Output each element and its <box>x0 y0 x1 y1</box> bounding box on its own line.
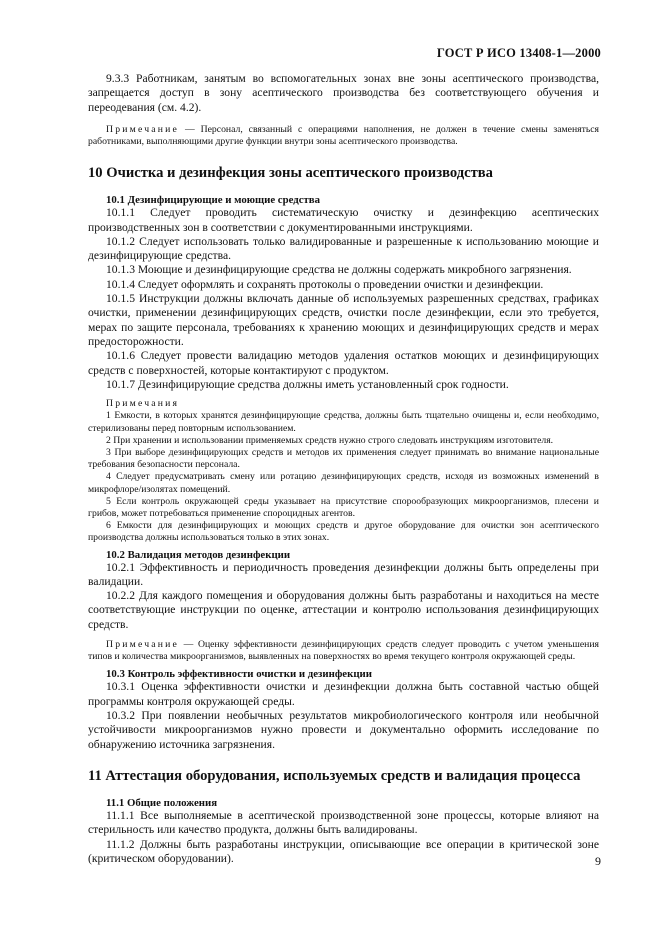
page-content <box>88 72 599 866</box>
note-10-1-item-3: 3 При выборе дезинфицирующих средств и методов их применения следует принимать во внимание национальные требования безопасности персонала. <box>88 446 599 471</box>
paragraph-10-3-1: 10.3.1 Оценка эффективности очистки и дезинфекции должна быть составной частью общей программы контроля окружающей среды. <box>88 680 599 708</box>
paragraph-10-1-6: 10.1.6 Следует провести валидацию методов удаления остатков моющих и дезинфицирующих средств с поверхностей, которые контактируют с продуктом. <box>88 349 599 377</box>
note-10-1-item-2: 2 При хранении и использовании применяемых средств нужно строго следовать инструкциям изготовителя. <box>106 434 554 446</box>
paragraph-10-1-7: 10.1.7 Дезинфицирующие средства должны иметь установленный срок годности. <box>106 377 509 391</box>
paragraph-11-1-2: 11.1.2 Должны быть разработаны инструкции, описывающие все операции в критической зоне (критическом оборудовании). <box>88 837 599 865</box>
paragraph-10-1-3: 10.1.3 Моющие и дезинфицирующие средства не должны содержать микробного загрязнения. <box>106 263 572 277</box>
paragraph-10-1-2: 10.1.2 Следует использовать только валидированные и разрешенные к использованию моющие и дезинфицирующие средства. <box>88 234 599 263</box>
subsection-10-1-title: 10.1 Дезинфицирующие и моющие средства <box>106 194 321 207</box>
notes-10-1-label <box>88 398 599 410</box>
paragraph-10-1-4: 10.1.4 Следует оформлять и сохранять протоколы о проведении очистки и дезинфекции. <box>106 277 544 291</box>
paragraph-9-3-3: 9.3.3 Работникам, занятым во вспомогательных зонах вне зоны асептического производства, запрещается доступ в зону асептического производства без соответствующего обучения и переодевания (см. 4.2). <box>88 72 599 114</box>
note-text: — Оценку эффективности дезинфицирующих средств следует проводить с учетом уменьшения типов и количества микроорганизмов, выявленных на поверхностях во время текущего контроля окружающей среды. <box>88 639 599 663</box>
section-10-title: 10 Очистка и дезинфекция зоны асептического производства <box>88 165 493 182</box>
note-10-2 <box>88 639 599 663</box>
note-10-1-item-6: 6 Емкости для дезинфицирующих и моющих средств и другое оборудование для очистки зон асептического производства должны использоваться только в этих зонах. <box>88 520 599 544</box>
paragraph-11-1-1: 11.1.1 Все выполняемые в асептической производственной зоне процессы, которые влияют на стерильность или качество продукта, должны быть валидированы. <box>88 808 599 837</box>
note-9 <box>88 124 599 148</box>
paragraph-10-2-1: 10.2.1 Эффективность и периодичность проведения дезинфекции должны быть определены при валидации. <box>88 560 599 588</box>
paragraph-10-1-1: 10.1.1 Следует проводить систематическую очистку и дезинфекцию асептических производственных зон в соответствии с документированными инструкциями. <box>88 206 599 234</box>
note-10-1-item-5: 5 Если контроль окружающей среды указывает на присутствие спорообразующих микроорганизмов, плесени и грибов, может потребоваться применение спороцидных агентов. <box>88 495 599 519</box>
note-10-1-item-4: 4 Следует предусматривать смену или ротацию дезинфицирующих средств, исходя из возможных изменений в микрофлоре/изолятах помещений. <box>88 471 599 495</box>
paragraph-10-2-2: 10.2.2 Для каждого помещения и оборудования должны быть разработаны и находиться на месте соответствующие инструкции по оценке, аттестации и контролю использования дезинфицирующих средств. <box>88 589 599 631</box>
subsection-10-2-title: 10.2 Валидация методов дезинфекции <box>106 548 291 561</box>
subsection-11-1-title: 11.1 Общие положения <box>106 796 218 809</box>
paragraph-10-3-2: 10.3.2 При появлении необычных результатов микробиологического контроля или необычной устойчивости микроорганизмов нужно провести и документально оформить исследование по обнаружению источника загрязнения. <box>88 709 599 751</box>
page-number: 9 <box>595 854 601 868</box>
section-11-title: 11 Аттестация оборудования, используемых средств и валидация процесса <box>88 767 581 784</box>
subsection-10-3-title: 10.3 Контроль эффективности очистки и дезинфекции <box>106 668 372 681</box>
notes-label: Примечания <box>106 398 180 410</box>
document-header: ГОСТ Р ИСО 13408-1—2000 <box>436 46 601 60</box>
paragraph-10-1-5: 10.1.5 Инструкции должны включать данные об используемых разрешенных средствах, графиках очистки, применении дезинфицирующих средств, очистки после дезинфекции, если это требуется, мерах по защите персонала, требованиях к хранению моющих и дезинфицирующих средств и мерах предосторожности. <box>88 292 599 348</box>
note-text: — Персонал, связанный с операциями наполнения, не должен в течение смены заменяться работниками, выполняющими другие функции внутри зоны асептического производства. <box>88 123 599 148</box>
note-label: Примечание <box>106 639 180 651</box>
note-10-1-item-1: 1 Емкости, в которых хранятся дезинфицирующие средства, должны быть тщательно очищены и, если необходимо, стерилизованы перед повторным использованием. <box>88 410 599 434</box>
note-label: Примечание <box>106 123 180 135</box>
